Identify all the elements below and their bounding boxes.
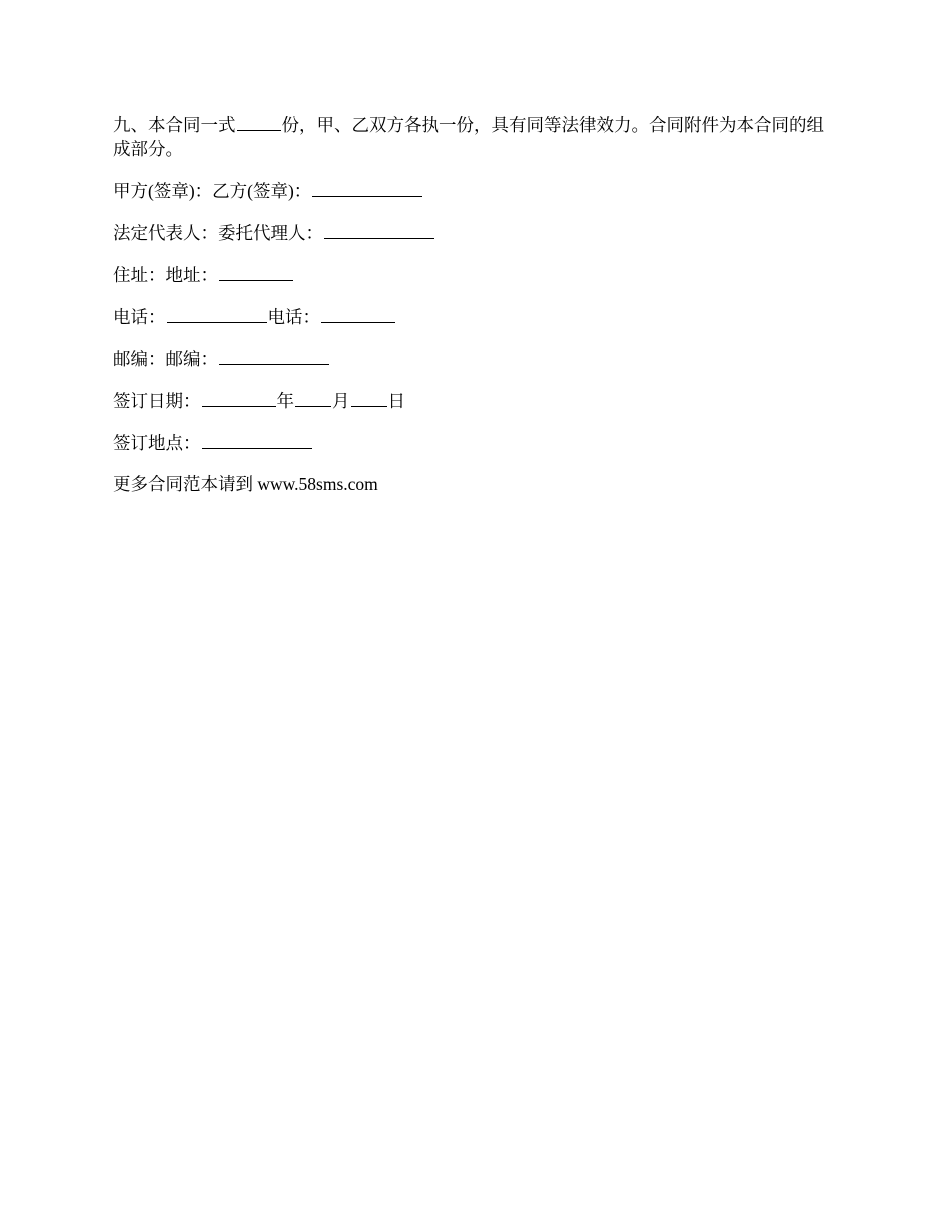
sign-place-blank [202, 430, 312, 449]
party-a-signature-label: 甲方(签章)： [113, 181, 213, 201]
month-label: 月 [332, 391, 350, 411]
phone-a-blank [167, 304, 267, 323]
phone-b-blank [321, 304, 395, 323]
postcode-b-label: 邮编： [165, 349, 218, 369]
sign-place-line [113, 430, 833, 455]
phone-b-label: 电话： [267, 307, 320, 327]
residence-label: 住址： [113, 265, 166, 285]
footer-note [113, 472, 833, 496]
postcode-blank [219, 346, 329, 365]
signature-blank [312, 178, 422, 197]
copies-blank [237, 112, 281, 131]
more-contracts-text: 更多合同范本请到 www.58sms.com [113, 474, 378, 494]
representative-blank [324, 220, 434, 239]
phone-line [113, 304, 833, 329]
address-blank [219, 262, 293, 281]
year-blank [202, 388, 276, 407]
postcode-a-label: 邮编： [113, 349, 166, 369]
sign-place-label: 签订地点： [113, 433, 201, 453]
month-blank [295, 388, 331, 407]
phone-a-label: 电话： [113, 307, 166, 327]
contract-content [113, 112, 833, 513]
sign-date-line [113, 388, 833, 413]
representative-line [113, 220, 833, 245]
address-line [113, 262, 833, 287]
postcode-line [113, 346, 833, 371]
agent-label: 委托代理人： [218, 223, 323, 243]
legal-representative-label: 法定代表人： [113, 223, 218, 243]
clause-nine-text-start: 九、本合同一式 [113, 115, 236, 135]
address-label: 地址： [165, 265, 218, 285]
day-blank [351, 388, 387, 407]
signature-line [113, 178, 833, 203]
clause-nine [113, 112, 833, 161]
year-label: 年 [276, 391, 294, 411]
day-label: 日 [387, 391, 405, 411]
party-b-signature-label: 乙方(签章)： [212, 181, 312, 201]
sign-date-label: 签订日期： [113, 391, 201, 411]
clause-nine-text-end: 份，甲、乙双方各执一份，具有同等法律效力。合同附件为本合同的组成部分。 [113, 115, 824, 159]
